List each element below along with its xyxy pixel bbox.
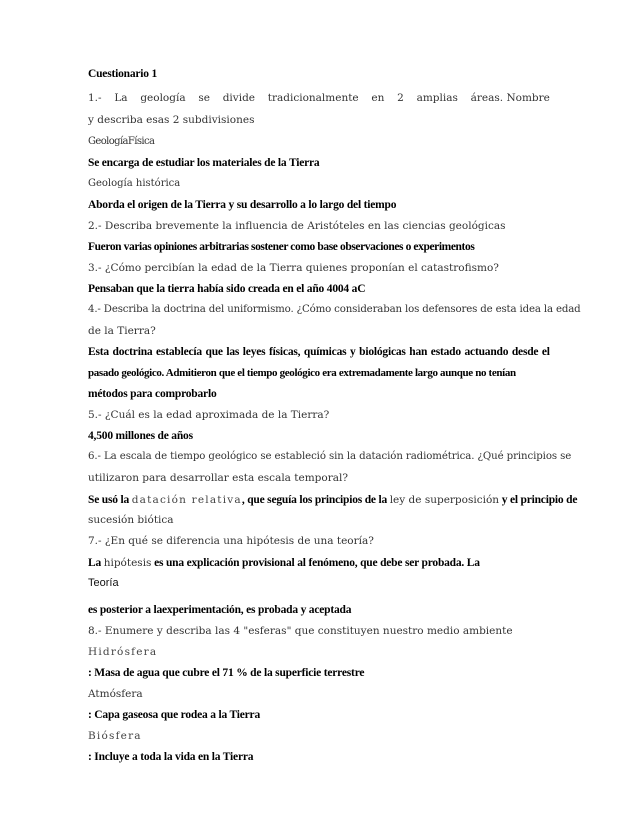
answer-6-term: datación relativa	[131, 494, 242, 506]
answer-1-area-2: Geología histórica	[88, 178, 181, 189]
answer-7-term: hipótesis	[103, 557, 152, 569]
answer-6-term: ley de superposición	[389, 494, 500, 506]
q1-word: 1.-	[88, 92, 102, 104]
answer-1-desc-2: Aborda el origen de la Tierra y su desarrollo a lo largo del tiempo	[88, 199, 397, 211]
answer-7-part: La	[88, 557, 104, 569]
question-4-line-1: 4.- Describa la doctrina del uniformismo. ¿Cómo consideraban los defensores de esta idea la edad	[88, 304, 581, 315]
answer-8-desc-2: : Capa gaseosa que rodea a la Tierra	[88, 709, 261, 721]
a4-word: establecía	[156, 346, 202, 358]
answer-8-desc-1: : Masa de agua que cubre el 71 % de la superficie terrestre	[88, 667, 365, 679]
question-6-line-2: utilizaron para desarrollar esta escala temporal?	[88, 472, 348, 484]
answer-7-line-1	[88, 556, 550, 569]
answer-7-part: es una explicación provisional al fenómeno, que debe ser probada. La	[151, 557, 480, 569]
q1-word: 2	[397, 92, 404, 104]
answer-6-part: , que seguía los principios de la	[241, 494, 390, 506]
answer-4-line-2: pasado geológico. Admitieron que el tiempo geológico era extremadamente largo aunque no tenían	[88, 367, 516, 379]
q1-word: tradicionalmente	[267, 92, 359, 104]
question-1-line-2: y describa esas 2 subdivisiones	[88, 114, 255, 126]
answer-4-line-3: métodos para comprobarlo	[88, 388, 217, 400]
question-3: 3.- ¿Cómo percibían la edad de la Tierra quienes proponían el catastrofismo?	[88, 262, 499, 274]
answer-6-line-2: sucesión biótica	[88, 514, 174, 526]
a4-word: estado	[430, 346, 461, 358]
question-5: 5.- ¿Cuál es la edad aproximada de la Tierra?	[88, 409, 330, 421]
a4-word: doctrina	[112, 346, 153, 358]
question-7: 7.- ¿En qué se diferencia una hipótesis de una teoría?	[88, 535, 374, 547]
document-title: Cuestionario 1	[88, 68, 158, 80]
question-8: 8.- Enumere y describa las 4 "esferas" que constituyen nuestro medio ambiente	[88, 625, 513, 637]
a4-word: el	[541, 346, 550, 358]
a4-word: Esta	[88, 346, 109, 358]
a4-word: y	[349, 346, 356, 358]
q1-word: geología	[140, 92, 186, 104]
answer-3: Pensaban que la tierra había sido creada en el año 4004 aC	[88, 283, 366, 295]
q1-word: se	[198, 92, 210, 104]
q1-word: áreas. Nombre	[470, 92, 550, 104]
answer-7-line-3: es posterior a laexperimentación, es probada y aceptada	[88, 604, 352, 616]
question-1-line-1	[88, 92, 550, 104]
a4-word: físicas,	[269, 346, 301, 358]
answer-7-line-2: Teoría	[88, 577, 119, 589]
answer-6-part: Se usó la	[88, 494, 132, 506]
answer-4-line-1	[88, 346, 550, 358]
a4-word: biológicas	[359, 346, 406, 358]
a4-word: desde	[511, 346, 539, 358]
answer-1-area-1: GeologíaFísica	[88, 136, 155, 147]
a4-word: han	[409, 346, 428, 358]
answer-6-part: y el principio de	[499, 494, 578, 506]
a4-word: leyes	[242, 346, 266, 358]
q1-word: amplias	[416, 92, 458, 104]
answer-6-line-1	[88, 493, 578, 506]
answer-8-sphere-3: Biósfera	[88, 730, 142, 742]
a4-word: actuando	[464, 346, 509, 358]
answer-2: Fueron varias opiniones arbitrarias sostener como base observaciones o experimentos	[88, 241, 475, 253]
a4-word: químicas	[303, 346, 347, 358]
question-6-line-1: 6.- La escala de tiempo geológico se estableció sin la datación radiométrica. ¿Qué principios se	[88, 451, 572, 462]
q1-word: divide	[222, 92, 256, 104]
a4-word: que	[205, 346, 223, 358]
question-4-line-2: de la Tierra?	[88, 325, 156, 337]
answer-8-sphere-2: Atmósfera	[88, 688, 143, 700]
answer-8-desc-3: : Incluye a toda la vida en la Tierra	[88, 751, 254, 763]
answer-5: 4,500 millones de años	[88, 430, 193, 442]
answer-8-sphere-1: Hidrósfera	[88, 646, 158, 658]
answer-1-desc-1: Se encarga de estudiar los materiales de la Tierra	[88, 157, 320, 169]
a4-word: las	[226, 346, 240, 358]
q1-word: en	[371, 92, 385, 104]
q1-word: La	[114, 92, 128, 104]
question-2: 2.- Describa brevemente la influencia de Aristóteles en las ciencias geológicas	[88, 220, 506, 232]
